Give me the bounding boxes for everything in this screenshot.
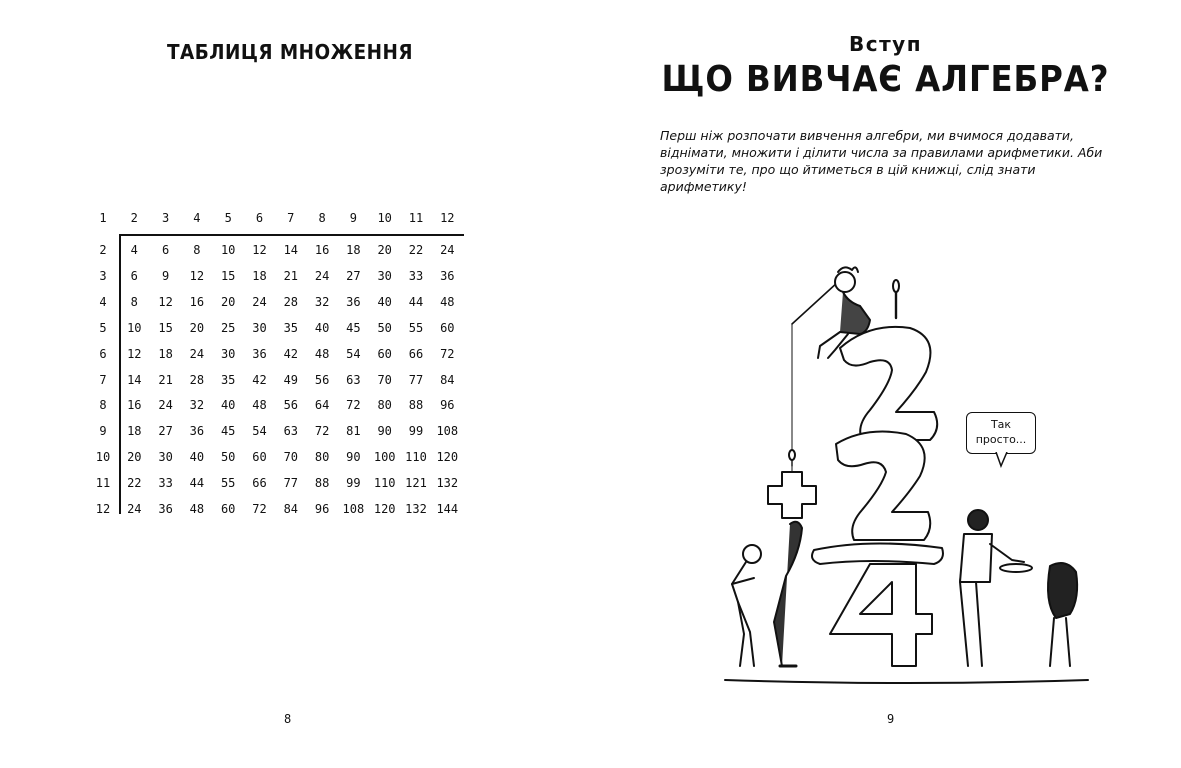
table-cell: 27: [158, 424, 173, 439]
table-cell: 10: [220, 243, 236, 257]
table-cell: 81: [346, 424, 361, 439]
table-cell: 22: [408, 243, 424, 257]
table-cell: 12: [127, 346, 142, 361]
table-cell: 56: [283, 398, 299, 413]
table-header-cell: 10: [377, 211, 392, 225]
table-cell: 24: [314, 268, 330, 283]
table-header-cell: 1: [99, 211, 107, 225]
table-row-header: 7: [99, 372, 107, 387]
table-cell: 16: [314, 243, 330, 257]
table-cell: 96: [440, 398, 455, 413]
table-cell: 50: [220, 450, 236, 465]
table-cell: 64: [314, 398, 330, 413]
table-cell: 48: [314, 346, 330, 361]
table-cell: 16: [189, 294, 205, 309]
table-cell: 99: [408, 424, 424, 439]
table-cell: 21: [283, 268, 299, 283]
table-cell: 144: [436, 502, 459, 516]
table-cell: 12: [252, 243, 267, 257]
table-cell: 84: [283, 502, 299, 516]
table-cell: 12: [158, 294, 173, 309]
table-cell: 108: [342, 502, 365, 516]
table-cell: 90: [346, 450, 361, 465]
table-cell: 48: [189, 502, 205, 516]
table-header-cell: 8: [318, 211, 326, 225]
page-title: ТАБЛИЦЯ МНОЖЕННЯ: [167, 40, 413, 64]
table-header-cell: 4: [193, 211, 201, 225]
table-row-header: 2: [99, 243, 107, 257]
multiplication-table: [87, 205, 477, 525]
table-row-header: 5: [99, 320, 107, 335]
table-header-cell: 6: [255, 211, 264, 225]
table-cell: 32: [189, 398, 205, 413]
table-cell: 8: [130, 294, 138, 309]
table-cell: 110: [405, 450, 427, 465]
table-cell: 72: [440, 346, 455, 361]
table-cell: 36: [252, 346, 267, 361]
table-cell: 24: [158, 398, 173, 413]
table-cell: 18: [252, 268, 267, 283]
table-cell: 63: [283, 424, 299, 439]
table-header-cell: 9: [349, 211, 357, 225]
table-cell: 96: [314, 502, 330, 516]
table-cell: 14: [127, 372, 142, 387]
table-cell: 77: [283, 476, 299, 491]
table-cell: 24: [252, 294, 267, 309]
table-cell: 84: [440, 372, 455, 387]
table-cell: 60: [377, 346, 392, 361]
table-cell: 72: [252, 502, 267, 516]
table-cell: 42: [283, 346, 299, 361]
table-cell: 132: [436, 476, 459, 491]
table-cell: 60: [220, 502, 236, 516]
table-cell: 55: [408, 320, 424, 335]
table-cell: 33: [158, 476, 173, 491]
table-cell: 24: [127, 502, 142, 516]
table-cell: 18: [127, 424, 142, 439]
table-header-cell: 7: [287, 211, 295, 225]
table-cell: 22: [127, 476, 142, 491]
table-header-cell: 3: [161, 211, 170, 225]
table-cell: 40: [377, 294, 392, 309]
left-page: [0, 0, 590, 768]
table-cell: 63: [346, 372, 361, 387]
table-cell: 54: [346, 346, 361, 361]
table-cell: 28: [189, 372, 205, 387]
table-cell: 15: [158, 320, 173, 335]
table-header-cell: 11: [408, 211, 424, 225]
table-cell: 66: [408, 346, 424, 361]
table-row-header: 12: [95, 502, 111, 516]
table-cell: 88: [408, 398, 424, 413]
table-cell: 9: [161, 268, 170, 283]
right-page: [590, 0, 1181, 768]
table-cell: 132: [405, 502, 427, 516]
table-cell: 70: [377, 372, 392, 387]
table-cell: 8: [193, 243, 201, 257]
table-cell: 35: [220, 372, 236, 387]
table-cell: 30: [220, 346, 236, 361]
table-cell: 36: [189, 424, 205, 439]
cartoon-illustration: [720, 262, 1100, 692]
table-cell: 50: [377, 320, 392, 335]
table-cell: 6: [161, 243, 170, 257]
table-cell: 36: [346, 294, 361, 309]
table-cell: 15: [220, 268, 236, 283]
intro-paragraph: Перш ніж розпочати вивчення алгебри, ми вчимося додавати, віднімати, множити і ділити числа за правилами арифметики. Аби зрозуміти те, про що йтиметься в цій книжці, слід знати арифметику!: [660, 128, 1103, 194]
table-cell: 49: [283, 372, 299, 387]
table-cell: 72: [314, 424, 330, 439]
table-cell: 40: [189, 450, 205, 465]
table-cell: 45: [220, 424, 236, 439]
table-cell: 18: [158, 346, 173, 361]
table-cell: 35: [283, 320, 299, 335]
table-cell: 6: [130, 268, 138, 283]
table-cell: 14: [283, 243, 299, 257]
table-row-header: 6: [99, 346, 107, 361]
table-cell: 20: [189, 320, 205, 335]
table-cell: 33: [408, 268, 424, 283]
section-label: Вступ: [848, 32, 923, 56]
table-row-header: 3: [99, 268, 107, 283]
table-cell: 60: [252, 450, 267, 465]
table-cell: 20: [220, 294, 236, 309]
table-cell: 10: [127, 320, 142, 335]
table-cell: 72: [346, 398, 361, 413]
table-cell: 18: [346, 243, 361, 257]
table-header-cell: 5: [224, 211, 232, 225]
table-cell: 88: [314, 476, 330, 491]
table-cell: 40: [314, 320, 330, 335]
table-cell: 77: [408, 372, 424, 387]
table-cell: 70: [283, 450, 299, 465]
table-cell: 32: [314, 294, 330, 309]
table-header-cell: 12: [440, 211, 455, 225]
table-cell: 44: [408, 294, 424, 309]
table-cell: 30: [252, 320, 267, 335]
table-cell: 42: [252, 372, 267, 387]
table-cell: 121: [405, 476, 427, 491]
table-cell: 4: [130, 243, 138, 257]
table-row-header: 11: [95, 476, 111, 491]
table-cell: 36: [158, 502, 173, 516]
table-cell: 28: [283, 294, 299, 309]
table-cell: 25: [220, 320, 236, 335]
table-cell: 27: [346, 268, 361, 283]
table-cell: 80: [314, 450, 330, 465]
table-cell: 30: [377, 268, 392, 283]
table-cell: 30: [158, 450, 173, 465]
page-number-right: 9: [887, 712, 895, 726]
table-cell: 55: [220, 476, 236, 491]
table-cell: 60: [440, 320, 455, 335]
table-cell: 20: [127, 450, 142, 465]
table-row-header: 4: [99, 294, 107, 309]
speech-bubble: Так просто...: [966, 412, 1036, 454]
table-cell: 120: [436, 450, 459, 465]
table-cell: 54: [252, 424, 267, 439]
table-cell: 110: [373, 476, 396, 491]
table-cell: 90: [377, 424, 392, 439]
table-cell: 48: [440, 294, 455, 309]
table-row-header: 8: [99, 398, 107, 413]
chapter-title: ЩО ВИВЧАЄ АЛГЕБРА?: [661, 59, 1110, 100]
table-cell: 66: [252, 476, 267, 491]
table-cell: 12: [189, 268, 205, 283]
table-cell: 21: [158, 372, 173, 387]
table-cell: 20: [377, 243, 392, 257]
table-cell: 56: [314, 372, 330, 387]
page-number-left: 8: [284, 712, 292, 726]
table-cell: 100: [373, 450, 396, 465]
table-cell: 24: [440, 243, 455, 257]
table-cell: 80: [377, 398, 392, 413]
table-cell: 48: [252, 398, 267, 413]
table-cell: 40: [220, 398, 236, 413]
table-horizontal-rule: [119, 234, 464, 236]
table-cell: 44: [189, 476, 205, 491]
table-cell: 99: [346, 476, 361, 491]
table-cell: 108: [436, 424, 459, 439]
table-cell: 36: [440, 268, 455, 283]
table-header-cell: 2: [130, 211, 138, 225]
table-cell: 120: [373, 502, 396, 516]
table-cell: 24: [189, 346, 205, 361]
speech-bubble-tail: [995, 452, 1009, 468]
table-row-header: 10: [95, 450, 111, 465]
table-row-header: 9: [99, 424, 107, 439]
table-cell: 16: [127, 398, 142, 413]
table-cell: 45: [346, 320, 361, 335]
